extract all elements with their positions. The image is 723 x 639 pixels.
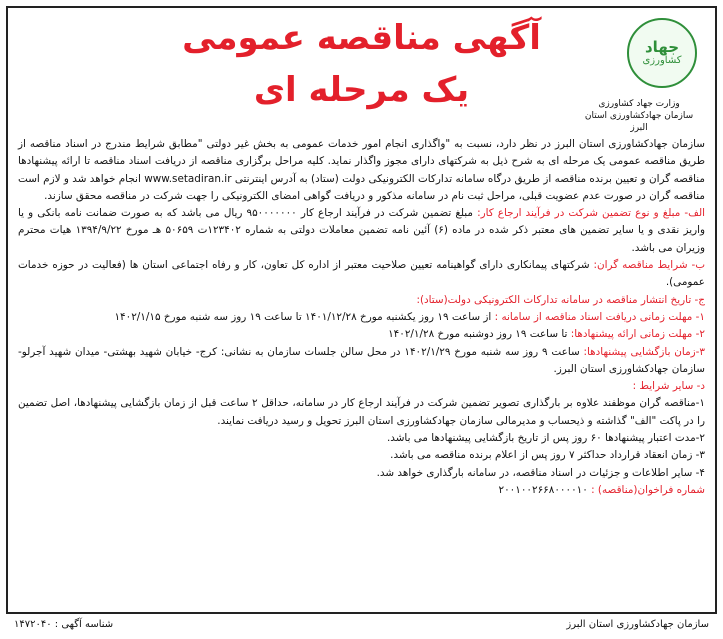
logo-top-word: جهاد bbox=[644, 38, 680, 56]
organization-logo bbox=[627, 18, 697, 88]
website-link[interactable]: www.setadiran.ir bbox=[144, 172, 232, 185]
section-c-item-1 bbox=[18, 309, 705, 326]
section-d-item-3: ۳- زمان انعقاد قرارداد حداکثر ۷ روز پس از اعلام برنده مناقصه می باشد. bbox=[390, 449, 705, 462]
section-a bbox=[18, 205, 705, 257]
section-c-item-2 bbox=[18, 326, 705, 343]
section-c-heading: ج- تاریخ انتشار مناقصه در سامانه تدارکات الکترونیکی دولت(ستاد): bbox=[416, 293, 705, 306]
section-b-heading: ب- شرایط مناقصه گران: bbox=[593, 259, 705, 272]
section-a-text: مبلغ تضمین شرکت در فرآیند ارجاع کار ۹۵۰۰۰۰۰۰۰ ریال می باشد که به صورت ضمانت نامه بانکی و یا واریز نقدی و یا سایر تضمین های معتبر ذکر شده در ماده (۶) آئین نامه تضمین معاملات دولتی به شماره ۱۲۳۴۰۲ت ۵۰۶۵۹ هـ مورخ ۱۳۹۴/۹/۲۲ هیات محترم وزیران می باشد. bbox=[18, 207, 706, 254]
ministry-block bbox=[579, 98, 699, 134]
section-c-item-2-text: تا ساعت ۱۹ روز دوشنبه مورخ ۱۴۰۲/۱/۲۸ bbox=[388, 328, 568, 341]
logo-sub-word: کشاورزی bbox=[642, 55, 682, 66]
intro-text-2: انجام خواهد شد و لازم است مناقصه گران در صورت عدم عضویت قبلی، مراحل ثبت نام در سامانه مذکور و دریافت گواهی امضای الکترونیکی را جهت شرکت در مناقصه محقق سازند. bbox=[18, 172, 705, 202]
section-c-item-1-label: ۱- مهلت زمانی دریافت اسناد مناقصه از سامانه : bbox=[494, 310, 705, 323]
tender-number-value: ۲۰۰۱۰۰۲۶۶۸۰۰۰۰۱۰ bbox=[498, 483, 588, 496]
footer-organization: سازمان جهادکشاورزی استان البرز bbox=[566, 618, 709, 630]
section-d-heading: د- سایر شرایط : bbox=[632, 380, 705, 393]
ad-footer bbox=[14, 612, 709, 636]
section-d-item-4: ۴- سایر اطلاعات و جزئیات در اسناد مناقصه، در سامانه بارگذاری خواهد شد. bbox=[376, 466, 705, 479]
intro-paragraph bbox=[18, 136, 705, 205]
section-c-item-3-label: ۳-زمان بازگشایی پیشنهادها: bbox=[583, 345, 705, 358]
section-c-item-3-text: ساعت ۹ روز سه شنبه مورخ ۱۴۰۲/۱/۲۹ در محل سالن جلسات سازمان به نشانی: کرج- خیابان شهید بهشتی- میدان شهید آجرلو- سازمان جهادکشاورزی استان البرز. bbox=[18, 345, 705, 375]
organization-name: سازمان جهادکشاورزی استان البرز bbox=[584, 111, 694, 133]
section-c-item-3 bbox=[18, 344, 705, 379]
tender-number-label: شماره فراخوان(مناقصه) : bbox=[591, 483, 705, 496]
section-c-item-2-label: ۲- مهلت زمانی ارائه پیشنهادها: bbox=[570, 328, 705, 341]
section-b bbox=[18, 257, 705, 292]
footer-ad-id: شناسه آگهی : ۱۴۷۲۰۴۰ bbox=[14, 618, 114, 630]
intro-text: سازمان جهادکشاورزی استان البرز در نظر دارد، نسبت به "واگذاری انجام امور خدمات عمومی به بخش غیر دولتی "مطابق شرایط مندرج در اسناد مناقصه از طریق مناقصه عمومی یک مرحله ای به شرح ذیل به شرکتهای دارای مجوز واگذار نماید. کلیه مراحل برگزاری مناقصه از دریافت اسناد مناقصه تا ارائه پیشنهادها مناقصه گران و تعیین برنده مناقصه از طریق درگاه سامانه تدارکات الکترونیکی دولت (ستاد) به آدرس اینترنتی bbox=[18, 138, 705, 185]
section-d-item-2: ۲-مدت اعتبار پیشنهادها ۶۰ روز پس از تاریخ بازگشایی پیشنهادها می باشد. bbox=[386, 432, 705, 445]
ad-title: آگهی مناقصه عمومی bbox=[182, 18, 541, 58]
tender-number bbox=[18, 482, 705, 499]
ad-body bbox=[18, 136, 705, 499]
section-a-heading: الف- مبلغ و نوع تضمین شرکت در فرآیند ارجاع کار: bbox=[477, 207, 705, 220]
section-d-item-1: ۱-مناقصه گران موظفند علاوه بر بارگذاری تصویر تضمین شرکت در فرآیند ارجاع کار در سامانه، حداقل ۲ ساعت قبل از زمان بازگشایی پیشنهادها، اصل تضمین را در پاکت "الف" گذاشته و ذیحساب و مدیرمالی سازمان جهادکشاورزی استان البرز تحویل و رسید دریافت نمایند. bbox=[18, 397, 705, 427]
section-b-text: شرکتهای پیمانکاری دارای گواهینامه تعیین صلاحیت معتبر از اداره کل تعاون، کار و رفاه اجتماعی استان ها (فعالیت در حوزه خدمات عمومی). bbox=[18, 259, 705, 289]
ad-subtitle: یک مرحله ای bbox=[253, 70, 470, 110]
section-c-item-1-text: از ساعت ۱۹ روز یکشنبه مورخ ۱۴۰۱/۱۲/۲۸ تا ساعت ۱۹ روز سه شنبه مورخ ۱۴۰۲/۱/۱۵ bbox=[114, 310, 492, 323]
ministry-name: وزارت جهاد کشاورزی bbox=[598, 99, 680, 109]
